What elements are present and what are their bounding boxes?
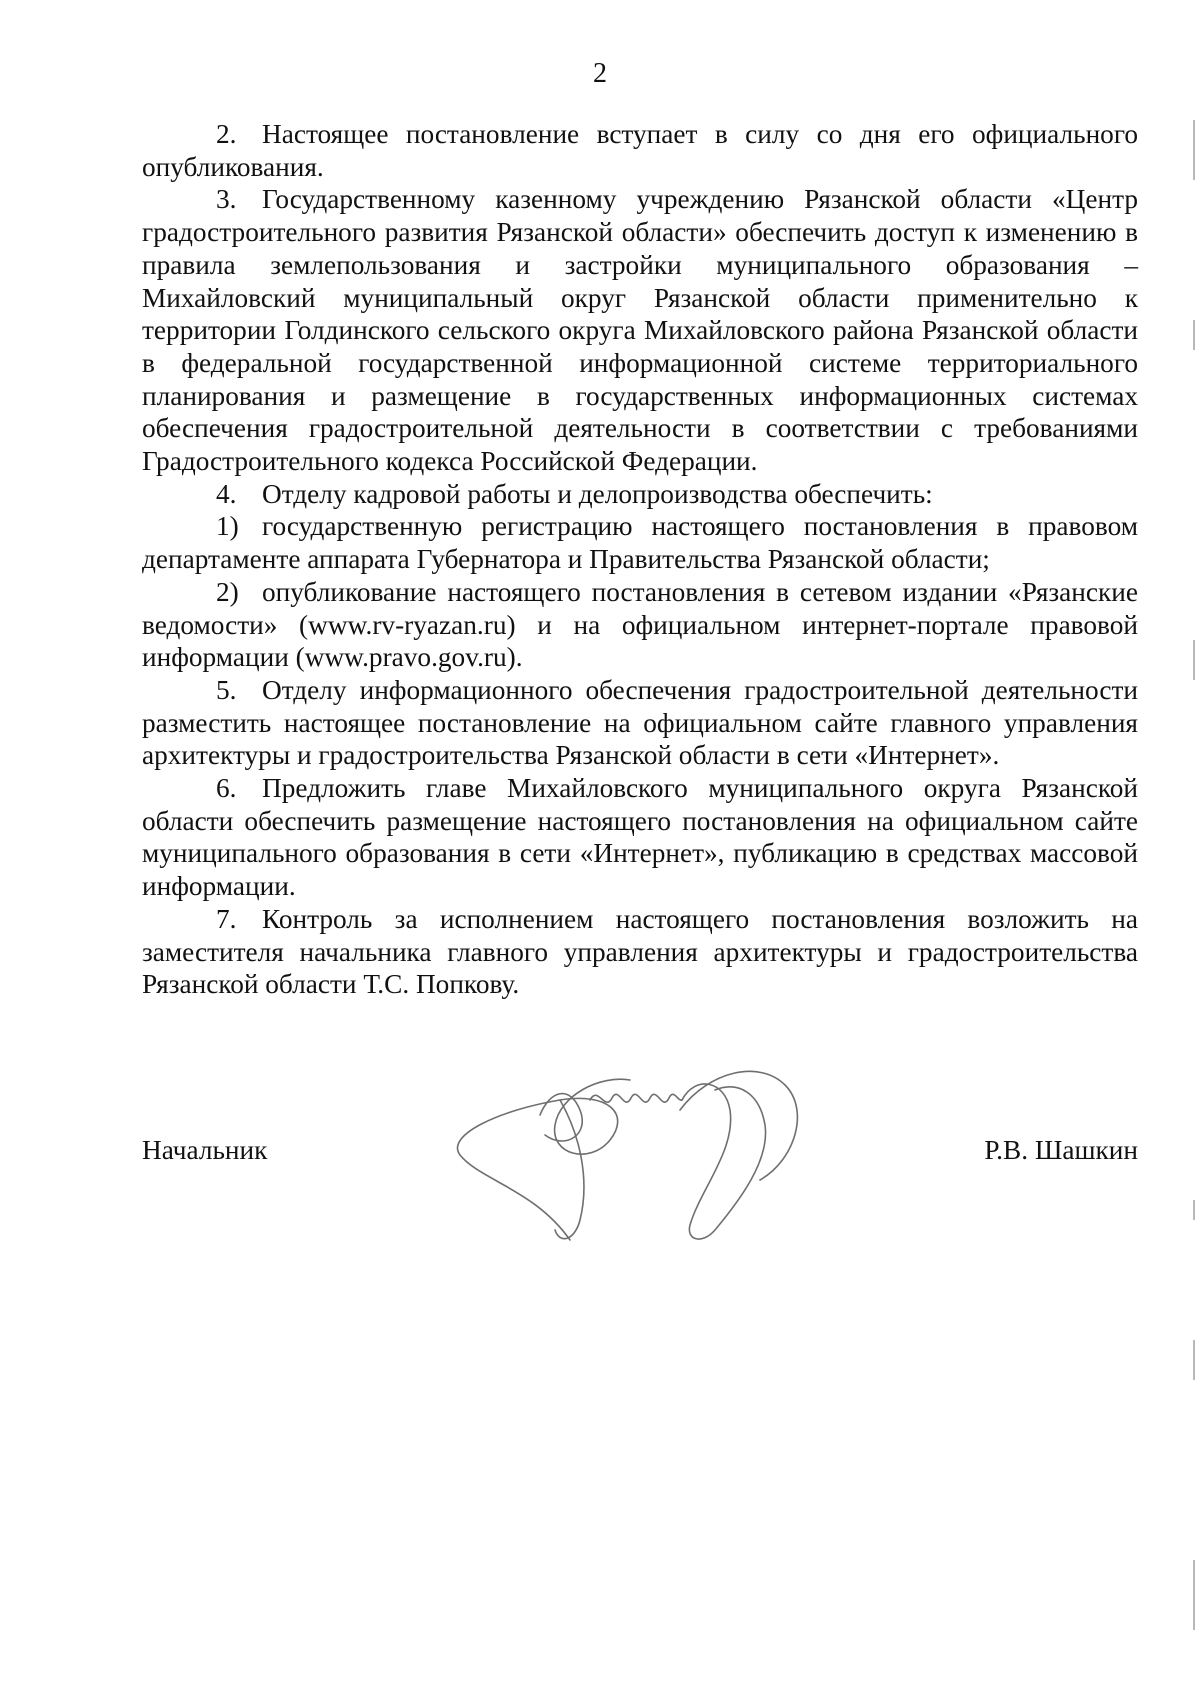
paragraph-7 bbox=[142, 903, 1138, 1001]
paragraph-number: 3. bbox=[216, 184, 237, 215]
paragraph-text: Государственному казенному учреждению Рязанской области «Центр градостроительного развития Рязанской области» обеспечить доступ к изменению в правила землепользования и застройки муниципального образования – Михайловский муниципальный округ Рязанской области применительно к территории Голдинского сельского округа Михайловского района Рязанской области в федеральной государственной информационной системе территориального планирования и размещение в государственных информационных системах обеспечения градостроительной деятельности в соответствии с требованиями Градостроительного кодекса Российской Федерации. bbox=[142, 184, 1138, 477]
scan-edge-mark bbox=[1193, 1200, 1195, 1220]
scan-edge-mark bbox=[1193, 1560, 1195, 1630]
subparagraph-1 bbox=[142, 510, 1138, 575]
scan-edge-mark bbox=[1193, 640, 1195, 680]
paragraph-number: 5. bbox=[216, 674, 237, 705]
paragraph-5 bbox=[142, 674, 1138, 772]
scan-edge-mark bbox=[1193, 1340, 1195, 1380]
subparagraph-2 bbox=[142, 576, 1138, 674]
paragraph-text: Отделу информационного обеспечения градостроительной деятельности разместить настоящее постановление на официальном сайте главного управления архитектуры и градостроительства Рязанской области в сети «Интернет». bbox=[142, 674, 1138, 771]
signatory-name: Р.В. Шашкин bbox=[984, 1135, 1138, 1165]
paragraph-text: Контроль за исполнением настоящего постановления возложить на заместителя начальника главного управления архитектуры и градостроительства Рязанской области Т.С. Попкову. bbox=[142, 903, 1138, 1000]
paragraph-text: государственную регистрацию настоящего постановления в правовом департаменте аппарата Губернатора и Правительства Рязанской области; bbox=[142, 511, 1138, 575]
signatory-title: Начальник bbox=[142, 1135, 268, 1165]
paragraph-4 bbox=[142, 478, 1138, 511]
paragraph-text: Предложить главе Михайловского муниципального округа Рязанской области обеспечить размещение настоящего постановления на официальном сайте муниципального образования в сети «Интернет», публикацию в средствах массовой информации. bbox=[142, 773, 1138, 902]
paragraph-number: 2. bbox=[216, 119, 237, 149]
paragraph-text: опубликование настоящего постановления в сетевом издании «Рязанские ведомости» (www.rv-ryazan.ru) и на официальном интернет-портале правовой информации (www.pravo.gov.ru). bbox=[142, 576, 1138, 673]
paragraph-text: Настоящее постановление вступает в силу со дня его официального опубликования. bbox=[142, 119, 1138, 182]
signature-block bbox=[142, 1134, 1138, 1174]
document-body bbox=[142, 118, 1138, 1001]
scan-edge-mark bbox=[1193, 120, 1195, 180]
paragraph-number: 1) bbox=[216, 511, 239, 542]
paragraph-number: 4. bbox=[216, 478, 237, 509]
paragraph-2 bbox=[142, 118, 1138, 183]
paragraph-number: 2) bbox=[216, 576, 239, 607]
paragraph-number: 7. bbox=[216, 903, 237, 934]
page-number: 2 bbox=[593, 58, 607, 89]
scan-edge-mark bbox=[1193, 320, 1195, 350]
paragraph-3 bbox=[142, 183, 1138, 477]
paragraph-text: Отделу кадровой работы и делопроизводства обеспечить: bbox=[262, 478, 933, 509]
paragraph-number: 6. bbox=[216, 773, 237, 804]
paragraph-6 bbox=[142, 772, 1138, 903]
